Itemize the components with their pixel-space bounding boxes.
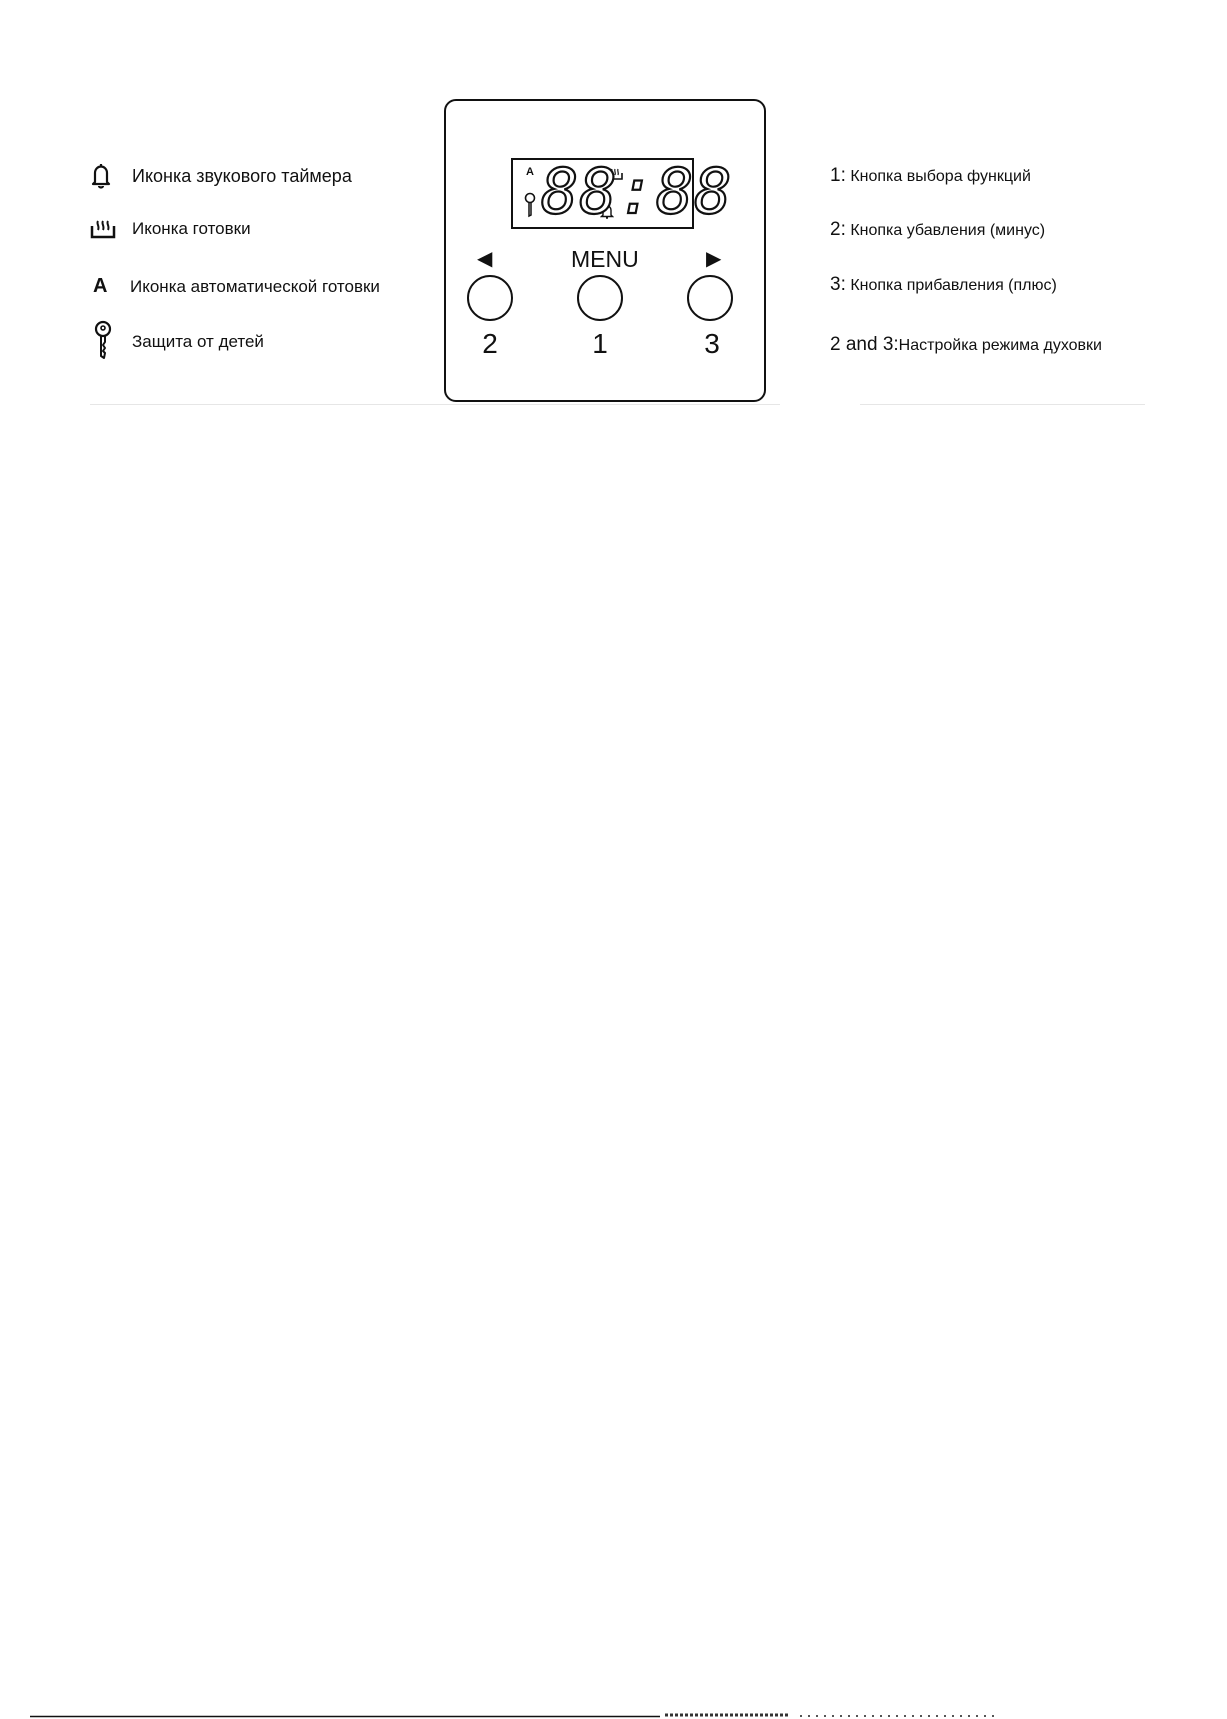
description-row bbox=[830, 165, 1031, 187]
description-label: Настройка режима духовки bbox=[898, 337, 1102, 354]
menu-button[interactable] bbox=[577, 275, 623, 321]
right-arrow-icon: ▶ bbox=[706, 248, 722, 270]
description-label: Кнопка выбора функций bbox=[850, 168, 1031, 185]
description-row bbox=[830, 219, 1045, 241]
description-row bbox=[830, 334, 1102, 356]
legend-label-bell: Иконка звукового таймера bbox=[132, 166, 352, 186]
button-number-1: 1 bbox=[592, 328, 608, 359]
lcd-key-icon bbox=[523, 192, 537, 218]
button-number-3: 3 bbox=[704, 328, 720, 359]
legend-label-cooking: Иконка готовки bbox=[132, 219, 251, 238]
description-number: 2 and 3: bbox=[830, 334, 899, 355]
legend-label-key: Защита от детей bbox=[132, 332, 264, 351]
bottom-edge-strip bbox=[0, 1712, 1227, 1719]
bell-icon bbox=[90, 162, 112, 190]
description-number: 2: bbox=[830, 219, 846, 240]
button-number-2: 2 bbox=[482, 328, 498, 359]
divider-right bbox=[860, 404, 1145, 405]
plus-button[interactable] bbox=[687, 275, 733, 321]
lcd-display bbox=[511, 155, 733, 229]
description-row bbox=[830, 274, 1057, 296]
description-label: Кнопка прибавления (плюс) bbox=[850, 277, 1057, 294]
cooking-icon bbox=[90, 218, 116, 240]
lcd-digits: 88:88 bbox=[541, 155, 733, 228]
description-label: Кнопка убавления (минус) bbox=[850, 222, 1046, 239]
lcd-auto-indicator: A bbox=[526, 166, 534, 178]
left-arrow-icon: ◀ bbox=[477, 248, 493, 270]
description-number: 1: bbox=[830, 165, 846, 186]
menu-label: MENU bbox=[571, 246, 639, 272]
key-icon bbox=[92, 320, 114, 360]
description-number: 3: bbox=[830, 274, 846, 295]
auto-icon: A bbox=[93, 275, 108, 297]
legend-label-auto: Иконка автоматической готовки bbox=[130, 277, 380, 296]
divider-left bbox=[90, 404, 780, 405]
minus-button[interactable] bbox=[467, 275, 513, 321]
